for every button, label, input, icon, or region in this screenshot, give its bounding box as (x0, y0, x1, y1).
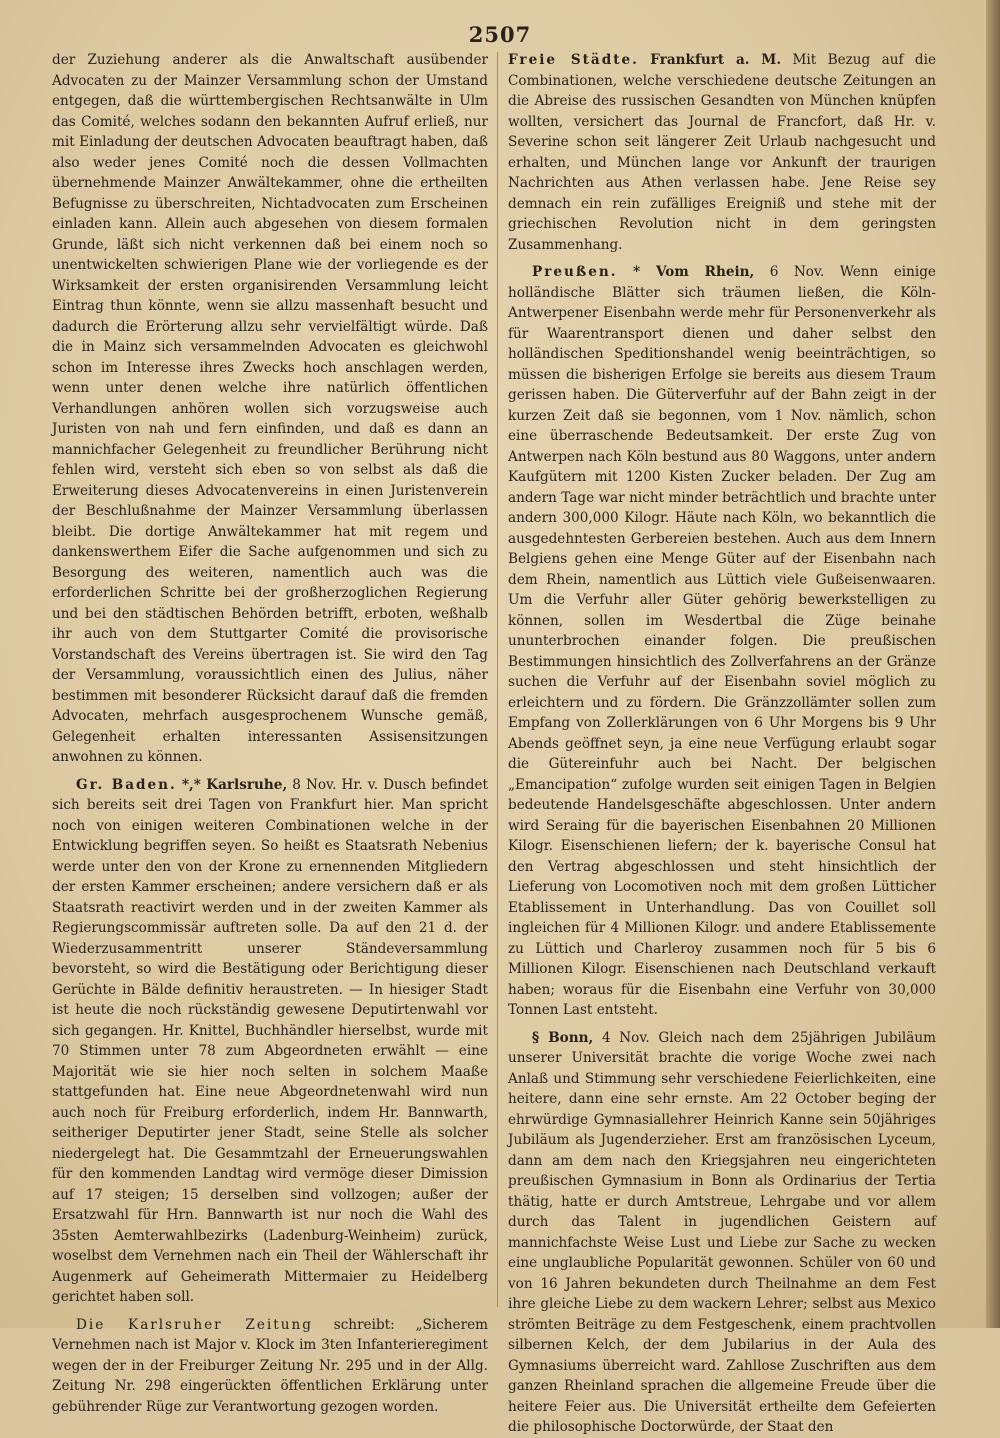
section-heading: Freie Städte. (508, 52, 639, 68)
page-binding-edge (986, 0, 1000, 1328)
newspaper-name: Die Karlsruher Zeitung (76, 1316, 313, 1333)
article-paragraph: der Zuziehung anderer als die Anwaltschaft ausübender Advocaten zu der Mainzer Versammlung schon der Umstand entgegen, daß die württembergischen Rechtsanwälte in Ulm das Comité, welches sodann den bekannten Aufruf erließ, nur mit Einladung der deutschen Advocaten beauftragt haben, daß also weder jenes Comité noch die dessen Vollmachten übernehmende Mainzer Anwältekammer, ohne die ertheilten Befugnisse zu überschreiten, Nichtadvocaten zum Erscheinen einladen kann. Allein auch abgesehen von diesem formalen Grunde, läßt sich nicht verkennen daß bei einem noch so unentwickelten schwierigen Plane wie der vorliegende es der Wirksamkeit der ersten organisirenden Versammlung leicht Eintrag thun könnte, wenn sie allzu massenhaft besucht und dadurch die Erörterung allzu sehr vervielfältigt würde. Daß die in Mainz sich versammelnden Advocaten es gleichwohl schon im Interesse ihres Zwecks hoch anschlagen werden, wenn unter denen welche ihre natürlich öffentlichen Verhandlungen anhören wollen sich vorzugsweise auch Juristen von nah und fern einfinden, und daß es dann an mannichfacher Gelegenheit zu freundlicher Berührung nicht fehlen wird, versteht sich eben so von selbst als daß die Erweiterung dieses Advocatenvereins in einen Juristenverein der Beschlußnahme der Mainzer Versammlung überlassen bleibt. Die dortige Anwältekammer hat mit regem und dankenswerthem Eifer die Sache aufgenommen und sich zu Besorgung des weiteren, namentlich auch was die erforderlichen Schritte bei der großherzoglichen Regierung und bei den städtischen Behörden betrifft, erboten, weßhalb ihr auch von dem Stuttgarter Comité die provisorische Vorstandschaft des Vereins übertragen ist. Sie wird den Tag der Versammlung, voraussichtlich einen des Julius, näher bestimmen mit besonderer Rücksicht darauf daß die fremden Advocaten, mehrfach ausgesprochenem Wunsche gemäß, Gelegenheit erhalten interessanten Assisensitzungen anwohnen zu können. (52, 52, 488, 765)
article-baden (52, 775, 488, 1308)
page-number: 2507 (468, 22, 532, 47)
article-freie-staedte (508, 50, 936, 255)
article-body: Mit Bezug auf die Combinationen, welche verschiedene deutsche Zeitungen an die Abreise des russischen Gesandten von München knüpfen wollten, versichert das Journal de Francfort, daß Hr. v. Severine schon seit längerer Zeit Urlaub nachgesucht und erhalten, und München lange vor Ankunft der traurigen Nachrichten aus Athen verlassen habe. Jene Reise sey demnach ein rein zufälliges Ereigniß und stehe mit der griechischen Revolution nicht in dem geringsten Zusammenhang. (508, 52, 936, 253)
dateline: Frankfurt a. M. (650, 52, 782, 68)
dateline: § Bonn, (532, 1029, 594, 1046)
right-column (508, 50, 936, 1435)
column-divider (497, 52, 498, 1307)
article-preussen (508, 262, 936, 1021)
dateline: *,* Karlsruhe, (181, 776, 288, 793)
article-body: 4 Nov. Gleich nach dem 25jährigen Jubiläum unserer Universität brachte die vorige Woche zwei nach Anlaß und Stimmung sehr verschiedene Feierlichkeiten, eine heitere, dann eine sehr ernste. Am 22 October beging der ehrwürdige Gymnasiallehrer Heinrich Kanne sein 50jähriges Jubiläum als Jugenderzieher. Erst am französischen Lyceum, dann am dem nach den Kriegsjahren neu eingerichteten preußischen Gymnasium in Bonn als Ordinarius der Tertia thätig, hatte er durch Amtstreue, Lehrgabe und vor allem durch das Talent in jugendlichen Geistern auf mannichfachste Weise Lust und Liebe zur Sache zu wecken eine unglaubliche Popularität gewonnen. Schüler von 60 und von 16 Jahren bekundeten durch Theilnahme an dem Fest ihre gleiche Liebe zu dem wackern Lehrer; selbst aus Mexico strömten Beiträge zu dem Festgeschenk, einem prachtvollen silbernen Kelch, der dem Jubilarius in der Aula des Gymnasiums überreicht ward. Zahllose Zuschriften aus dem ganzen Rheinland sprachen die allgemeine Freude über die heitere Feier aus. Die Universität ertheilte dem Gefeierten die philosophische Doctorwürde, der Staat den (508, 1029, 936, 1435)
section-heading: Preußen. (532, 264, 618, 280)
article-body: 8 Nov. Hr. v. Dusch befindet sich bereits seit drei Tagen von Frankfurt hier. Man spricht noch von einigen weiteren Combinationen welche in der Entwicklung begriffen seyen. So heißt es Staatsrath Nebenius werde unter den von der Krone zu ernennenden Mitgliedern der ersten Kammer erscheinen; andere versichern daß er als Staatsrath reactivirt werden und in der zweiten Kammer als Regierungscommissär auftreten solle. Da auf den 21 d. der Wiederzusammentritt unserer Ständeversammlung bevorsteht, so wird die Bestätigung oder Berichtigung dieser Gerüchte in Bälde definitiv heraustreten. — In hiesiger Stadt ist heute die noch rückständig gewesene Deputirtenwahl vor sich gegangen. Hr. Knittel, Buchhändler hierselbst, wurde mit 70 Stimmen unter 78 zum Abgeordneten erwählt — eine Majorität wie sie hier noch selten in solchem Maaße stattgefunden hat. Eine neue Abgeordnetenwahl wird nun auch noch für Freiburg erforderlich, indem Hr. Bannwarth, seitheriger Deputirter jener Stadt, seine Stelle als solcher niedergelegt hat. Die Gesammtzahl der Erneuerungswahlen für den kommenden Landtag wird vermöge dieser Dimission auf 17 steigen; 15 derselben sind vollzogen; außer der Ersatzwahl für Hrn. Bannwarth ist nur noch die Wahl des 35sten Aemterwahlbezirks (Ladenburg-Weinheim) zurück, woselbst dem Vernehmen nach ein Theil der Wählerschaft ihr Augenmerk auf Geheimerath Mittermaier zu Heidelberg gerichtet haben soll. (52, 776, 488, 1305)
article-body: schreibt: „Sicherem Vernehmen nach ist Major v. Klock im 3ten Infanterieregiment wegen der in der Freiburger Zeitung Nr. 295 und in der Allg. Zeitung Nr. 298 eingerückten öffentlichen Erklärung unter gebührender Rüge zur Verantwortung gezogen worden. (52, 1316, 488, 1415)
article-bonn (508, 1028, 936, 1438)
article-body: 6 Nov. Wenn einige holländische Blätter sich träumen ließen, die Köln-Antwerpener Eisenbahn werde mehr für Personenverkehr als für Waarentransport dienen und daher selbst den holländischen Speditionshandel wenig beeinträchtigen, so müssen die bisherigen Erfolge sie bereits aus diesem Traum gerissen haben. Die Güterverfuhr auf der Bahn zeigt in der kurzen Zeit daß sie begonnen, vom 1 Nov. nämlich, schon eine überraschende Bedeutsamkeit. Der erste Zug von Antwerpen nach Köln bestund aus 80 Waggons, unter andern Kaufgütern mit 1200 Kisten Zucker beladen. Der Zug am andern Tage war nicht minder beträchtlich und brachte unter andern 300,000 Kilogr. Häute nach Köln, wo bekanntlich die ausgedehntesten Gerbereien bestehen. Auch aus dem Innern Belgiens gehen eine Menge Güter auf der Eisenbahn nach dem Rhein, namentlich aus Lüttich viele Gußeisenwaaren. Um die Verfuhr aller Güter gehörig bewerkstelligen zu können, sollen im Wesdertbal die Züge beinahe ununterbrochen einander folgen. Die preußischen Bestimmungen hinsichtlich des Zollverfahrens an der Gränze suchen die Verfuhr auf der Eisenbahn soviel möglich zu erleichtern und zu fördern. Die Gränzzollämter sollen zum Empfang von Zollerklärungen von 6 Uhr Morgens bis 9 Uhr Abends geöffnet seyn, ja eine neue Verfügung erlaubt sogar die Gütereinfuhr auch bei Nacht. Der belgischen „Emancipation“ zufolge wurden seit einigen Tagen in Belgien bedeutende Handelsgeschäfte abgeschlossen. Unter andern wird Seraing für die bayerischen Eisenbahnen 20 Millionen Kilogr. Eisenschienen liefern; der k. bayerische Consul hat den Vertrag abgeschlossen und steht hinsichtlich der Lieferung von Locomotiven noch mit dem großen Lütticher Etablissement in Unterhandlung. Das von Couillet soll ingleichen für 4 Millionen Kilogr. und andere Etablissemente zu Lüttich und Charleroy zusammen noch für 5 bis 6 Millionen Kilogr. Eisenschienen nach Deutschland verkauft haben; woraus für die Eisenbahn eine Verfuhr von 30,000 Tonnen Last entsteht. (508, 264, 936, 1018)
section-heading: Gr. Baden. (76, 776, 177, 793)
left-column (52, 50, 488, 1415)
article-karlsruher-zeitung (52, 1315, 488, 1418)
dateline: * Vom Rhein, (633, 264, 755, 280)
